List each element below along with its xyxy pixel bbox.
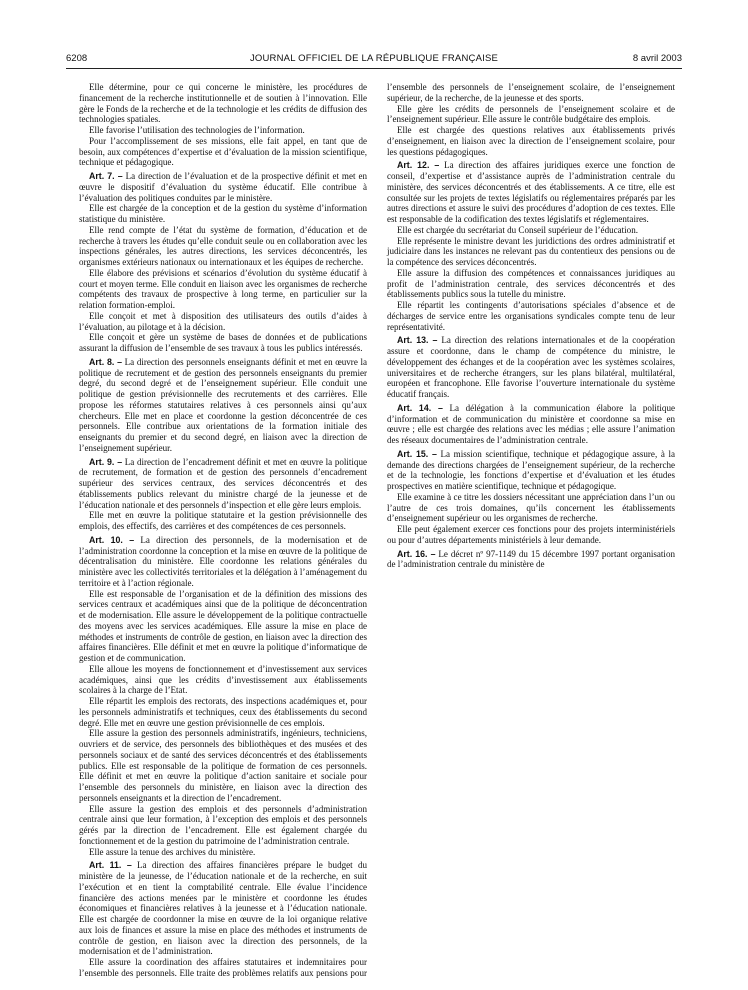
paragraph-text: Elle est responsable de l’organisation et de la définition des missions des services centraux et académiques ainsi que de la politique de déconcentration et de modernisation. Elle assure le développement de la politique contractuelle des moyens avec les services académiques. Elle assure la mise en place de méthodes et instruments de contrôle de gestion, en liaison avec la direction des affaires financières. Elle définit et met en œuvre la politique d’informatique de gestion et de communication. — [79, 588, 367, 663]
article-paragraph — [79, 457, 367, 511]
article-paragraph — [79, 535, 367, 589]
paragraph — [79, 847, 367, 858]
paragraph-text: Elle assure la gestion des emplois et des personnels d’administration centrale ainsi que leur formation, à l’exception des emplois et des personnels gérés par la direction de l’encadrement. Elle est également chargée du fonctionnement et de la gestion du patrimoine de l’administration centrale. — [79, 803, 367, 846]
paragraph-text: La mission scientifique, technique et pédagogique assure, à la demande des directions chargées de l’enseignement supérieur, de la recherche et de la technologie, les fonctions d’expertise et d’évaluation et les études prospectives en matière scientifique, technique et pédagogique. — [387, 448, 675, 491]
article-number: Art. 10. – — [89, 534, 135, 545]
article-paragraph — [387, 449, 675, 492]
paragraph — [387, 300, 675, 332]
paragraph-text: La direction des relations internationales et de la coopération assure et coordonne, dans le champ de compétence du ministre, le développement des échanges et de la coopération avec les systèmes scolaires, universitaires et de recherche étrangers, sur les plans bilatéral, multilatéral, européen et francophone. Elle favorise l’ouverture internationale du système éducatif français. — [387, 335, 675, 399]
body-text-columns — [79, 82, 675, 982]
paragraph-text: Elle peut également exercer ces fonctions pour des projets interministériels ou pour d’autres départements ministériels à leur demande. — [387, 524, 675, 545]
article-paragraph — [79, 357, 367, 454]
paragraph — [79, 82, 367, 125]
paragraph-text: Elle est chargée des questions relatives aux établissements privés d’enseignement, en liaison avec la direction de l’enseignement scolaire, pour les questions pédagogiques. — [387, 125, 675, 157]
paragraph-text: Elle met en œuvre la politique statutaire et la gestion prévisionnelle des emplois, des effectifs, des carrières et des compétences de ces personnels. — [79, 510, 367, 531]
paragraph — [79, 804, 367, 847]
paragraph-text: Elle détermine, pour ce qui concerne le ministère, les procédures de financement de la recherche institutionnelle et de soutien à l’innovation. Elle gère le Fonds de la recherche et de la technologie et les crédits de diffusion des technologies spatiales. — [79, 82, 367, 125]
paragraph — [387, 104, 675, 126]
paragraph — [387, 524, 675, 546]
header-rule — [66, 68, 682, 69]
paragraph — [79, 311, 367, 333]
journal-title: JOURNAL OFFICIEL DE LA RÉPUBLIQUE FRANÇAISE — [249, 53, 499, 64]
article-paragraph — [387, 403, 675, 446]
article-paragraph — [387, 160, 675, 225]
paragraph-text: Elle conçoit et met à disposition des utilisateurs des outils d’aides à l’évaluation, au pilotage et à la décision. — [79, 310, 367, 332]
article-number: Art. 14. – — [397, 402, 443, 413]
paragraph — [387, 492, 675, 524]
article-paragraph — [79, 860, 367, 957]
article-number: Art. 7. – — [89, 171, 123, 181]
paragraph-text: Elle favorise l’utilisation des technologies de l’information. — [89, 125, 305, 135]
page-number: 6208 — [66, 53, 88, 64]
paragraph-text: Elle représente le ministre devant les juridictions des ordres administratif et judiciaire dans les instances ne relevant pas du contentieux des pensions ou de la compétence des services déconcentrés. — [387, 235, 675, 267]
paragraph — [79, 589, 367, 664]
paragraph-text: Elle élabore des prévisions et scénarios d’évolution du système éducatif à court et moyen terme. Elle conduit en liaison avec les organismes de recherche compétents des travaux de prospective à long terme, en particulier sur la relation formation-emploi. — [79, 267, 367, 310]
article-number: Art. 15. – — [397, 448, 437, 459]
paragraph-text: Elle conçoit et gère un système de bases de données et de publications assurant la diffusion de l’ensemble de ses travaux à tous les publics intéressés. — [79, 332, 367, 353]
paragraph — [387, 268, 675, 300]
paragraph-text: Le décret nº 97-1149 du 15 décembre 1997 portant organisation de l’administration centrale du ministère de — [387, 548, 675, 570]
paragraph-text: La direction de l’encadrement définit et met en œuvre la politique de recrutement, de formation et de gestion des personnels d’encadrement supérieur des services centraux, des services déconcentrés et des établissements publics relevant du ministre chargé de la jeunesse et de l’éducation nationale et des personnels d’inspection et elle gère leurs emplois. — [79, 456, 367, 510]
paragraph-text: Elle assure la gestion des personnels administratifs, ingénieurs, techniciens, ouvriers et de service, des personnels des bibliothèques et des musées et des personnels sociaux et de santé des services déconcentrés et des établissements publics. Elle est responsable de la politique de formation de ces personnels. Elle définit et met en œuvre la politique d’action sanitaire et sociale pour l’ensemble des personnels du ministère, en liaison avec la direction des personnels enseignants et la direction de l’encadrement. — [79, 728, 367, 803]
paragraph-text: La direction des affaires juridiques exerce une fonction de conseil, d’expertise et d’assistance auprès de l’administration centrale du ministère, des services déconcentrés et des établissements. A ce titre, elle est consultée sur les projets de textes législatifs ou réglementaires préparés par les autres directions et assure le suivi des procédures d’adoption de ces textes. Elle est responsable de la codification des textes législatifs et réglementaires. — [387, 160, 675, 224]
paragraph-text: Elle assure la diffusion des compétences et connaissances juridiques au profit de l’administration centrale, des services déconcentrés et des établissements publics sous la tutelle du ministre. — [387, 267, 675, 300]
article-number: Art. 11. – — [89, 860, 132, 871]
article-paragraph — [387, 335, 675, 400]
paragraph-text: Elle alloue les moyens de fonctionnement et d’investissement aux services académiques, ainsi que les crédits d’investissement aux établissements scolaires à la charge de l’Etat. — [79, 663, 367, 696]
paragraph-text: Elle répartit les emplois des rectorats, des inspections académiques et, pour les personnels administratifs et techniques, ceux des établissements du second degré. Elle met en œuvre une gestion prévisionnelle de ces emplois. — [79, 696, 367, 728]
paragraph-text: Elle rend compte de l’état du système de formation, d’éducation et de recherche à travers les études qu’elle conduit seule ou en collaboration avec les inspections générales, les autres directions, les services déconcentrés, les organismes extérieurs nationaux ou internationaux et les équipes de recherche. — [79, 224, 367, 267]
paragraph — [79, 696, 367, 728]
paragraph-text: La direction des affaires financières prépare le budget du ministère de la jeunesse, de l’éducation nationale et de la recherche, en suit l’exécution et en tient la comptabilité centrale. Elle évalue l’incidence financière des actions menées par le ministère et coordonne les études économiques et financières relatives à la jeunesse et à l’éducation nationale. Elle est chargée de coordonner la mise en œuvre de la loi organique relative aux lois de finances et assure la mise en place des méthodes et instruments de contrôle de gestion, en liaison avec la direction des personnels, de la modernisation et de l’administration. — [79, 860, 367, 957]
paragraph-text: La délégation à la communication élabore la politique d’information et de communication du ministère et coordonne sa mise en œuvre ; elle est chargée des relations avec les médias ; elle assure l’animation des réseaux documentaires de l’administration centrale. — [387, 402, 675, 445]
paragraph — [79, 664, 367, 696]
article-number: Art. 8. – — [89, 356, 123, 367]
publication-date: 8 avril 2003 — [632, 53, 682, 64]
paragraph — [79, 203, 367, 225]
paragraph — [79, 268, 367, 311]
paragraph — [79, 332, 367, 354]
paragraph — [79, 225, 367, 268]
paragraph-text: Elle est chargée du secrétariat du Conseil supérieur de l’éducation. — [397, 224, 638, 235]
paragraph — [387, 125, 675, 157]
paragraph — [79, 136, 367, 168]
paragraph — [79, 125, 367, 136]
paragraph — [387, 225, 675, 236]
paragraph-text: Elle assure la coordination des affaires statutaires et indemnitaires pour l’ensemble des personnels. Elle traite des problèmes relatifs aux pensions pour l’ensemble des personnels de l’enseignement scolaire, de l’enseignement supérieur, de la recherche, de la jeunesse et des sports. — [79, 82, 675, 978]
article-number: Art. 13. – — [397, 335, 438, 346]
paragraph-text: Elle examine à ce titre les dossiers nécessitant une appréciation dans l’un ou l’autre de ces trois domaines, qu’ils concernent les établissements d’enseignement supérieur ou les organismes de recherche. — [387, 491, 675, 524]
article-number: Art. 9. – — [89, 456, 123, 467]
paragraph-text: Elle est chargée de la conception et de la gestion du système d’information statistique du ministère. — [79, 203, 367, 224]
article-paragraph — [387, 549, 675, 571]
paragraph — [79, 728, 367, 803]
paragraph-text: Pour l’accomplissement de ses missions, elle fait appel, en tant que de besoin, aux compétences d’expertise et d’évaluation de la mission scientifique, technique et pédagogique. — [79, 135, 367, 168]
paragraph-text: Elle répartit les contingents d’autorisations spéciales d’absence et de décharges de service entre les organisations syndicales compte tenu de leur représentativité. — [387, 300, 675, 332]
paragraph-text: Elle assure la tenue des archives du ministère. — [89, 846, 256, 857]
paragraph-text: La direction des personnels, de la modernisation et de l’administration coordonne la conception et la mise en œuvre de la politique de décentralisation du ministère. Elle coordonne les relations générales du ministère avec les collectivités territoriales et la délégation à l’aménagement du territoire et à l’action régionale. — [79, 534, 367, 588]
article-paragraph — [79, 171, 367, 203]
paragraph — [387, 236, 675, 268]
paragraph-text: La direction des personnels enseignants définit et met en œuvre la politique de recrutement et de gestion des personnels enseignants du premier degré, du second degré et de l’enseignement supérieur. Elle conduit une politique de gestion prévisionnelle des recrutements et des carrières. Elle propose les réformes statutaires relatives à ces personnels ainsi qu’aux chercheurs. Elle met en place et coordonne la gestion déconcentrée de ces personnels. Elle contribue aux orientations de la formation initiale des enseignants du premier et du second degré, en liaison avec la direction de l’enseignement supérieur. — [79, 356, 367, 453]
paragraph-text: Elle gère les crédits de personnels de l’enseignement scolaire et de l’enseignement supérieur. Elle assure le contrôle budgétaire des emplois. — [387, 103, 675, 125]
paragraph — [79, 510, 367, 532]
page-header — [66, 52, 682, 66]
article-number: Art. 16. – — [397, 548, 436, 559]
paragraph-text: La direction de l’évaluation et de la prospective définit et met en œuvre le dispositif d’évaluation du système éducatif. Elle contribue à l’évaluation des politiques conduites par le ministère. — [79, 171, 367, 203]
article-number: Art. 12. – — [397, 160, 440, 171]
